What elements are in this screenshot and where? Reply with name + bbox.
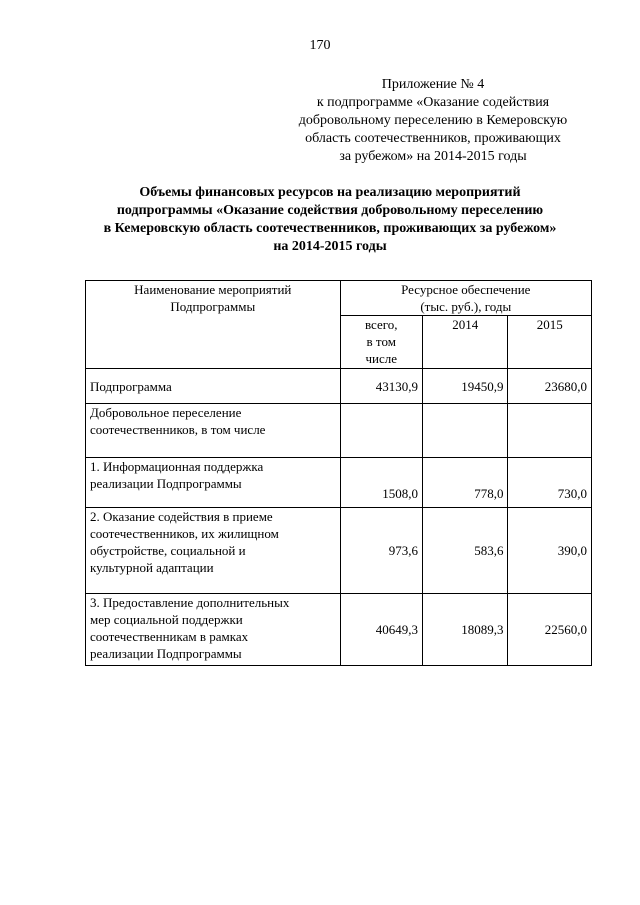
row-2015-cell: 23680,0 (508, 369, 592, 404)
header-name-cell (86, 281, 341, 369)
row-2015-cell: 22560,0 (508, 594, 592, 666)
table-row (86, 458, 592, 508)
title-line: на 2014-2015 годы (273, 239, 387, 254)
header-total-line: числе (365, 351, 398, 366)
header-resource-cell (340, 281, 591, 316)
title-line: подпрограммы «Оказание содействия добровольному переселению (116, 203, 544, 218)
page-number: 170 (309, 38, 331, 53)
document-title (60, 184, 600, 256)
row-2015-cell: 390,0 (508, 508, 592, 594)
row-total-cell (340, 404, 422, 458)
row-name-cell (86, 369, 341, 404)
row-name-line: культурной адаптации (90, 560, 214, 575)
row-2014-cell: 778,0 (422, 458, 508, 508)
financial-resources-table (85, 280, 592, 666)
header-name-line: Подпрограммы (170, 299, 256, 314)
appendix-line: к подпрограмме «Оказание содействия (316, 95, 550, 110)
header-total-cell (340, 316, 422, 369)
title-line: в Кемеровскую область соотечественников, проживающих за рубежом» (103, 221, 557, 236)
row-name-line: мер социальной поддержки (90, 612, 243, 627)
row-name-line: 2. Оказание содействия в приеме (90, 509, 273, 524)
row-total-cell: 973,6 (340, 508, 422, 594)
row-total-cell: 1508,0 (340, 458, 422, 508)
header-name-line: Наименование мероприятий (134, 282, 292, 297)
header-resource-line: Ресурсное обеспечение (401, 282, 531, 297)
appendix-line: за рубежом» на 2014-2015 годы (339, 149, 527, 164)
row-2014-cell: 19450,9 (422, 369, 508, 404)
row-name-line: 1. Информационная поддержка (90, 459, 264, 474)
row-2014-cell: 583,6 (422, 508, 508, 594)
row-name-line: Добровольное переселение (90, 405, 242, 420)
row-name-line: реализации Подпрограммы (90, 646, 242, 661)
header-total-line: в том (366, 334, 396, 349)
appendix-line: Приложение № 4 (381, 77, 485, 92)
row-total-cell: 40649,3 (340, 594, 422, 666)
row-2015-cell (508, 404, 592, 458)
table-row (86, 508, 592, 594)
table-header-row (86, 281, 592, 316)
row-total-cell: 43130,9 (340, 369, 422, 404)
table-row (86, 404, 592, 458)
row-name-cell (86, 508, 341, 594)
row-name-line: соотечественникам в рамках (90, 629, 249, 644)
row-name-cell (86, 458, 341, 508)
table-row (86, 369, 592, 404)
appendix-caption (268, 76, 598, 166)
row-name-cell (86, 594, 341, 666)
header-year-2015: 2015 (508, 316, 592, 369)
row-name-line: обустройстве, социальной и (90, 543, 246, 558)
header-year-2014: 2014 (422, 316, 508, 369)
row-name-line: реализации Подпрограммы (90, 476, 242, 491)
row-name-line: 3. Предоставление дополнительных (90, 595, 290, 610)
row-name-line: Подпрограмма (90, 378, 172, 394)
row-2014-cell (422, 404, 508, 458)
header-total-line: всего, (364, 317, 398, 332)
row-name-line: соотечественников, в том числе (90, 422, 266, 437)
table-row (86, 594, 592, 666)
appendix-line: добровольному переселению в Кемеровскую (298, 113, 568, 128)
appendix-line: область соотечественников, проживающих (305, 131, 561, 146)
row-name-cell (86, 404, 341, 458)
row-2015-cell: 730,0 (508, 458, 592, 508)
title-line: Объемы финансовых ресурсов на реализацию мероприятий (139, 185, 521, 200)
header-resource-line: (тыс. руб.), годы (420, 299, 512, 314)
row-name-line: соотечественников, их жилищном (90, 526, 279, 541)
row-2014-cell: 18089,3 (422, 594, 508, 666)
